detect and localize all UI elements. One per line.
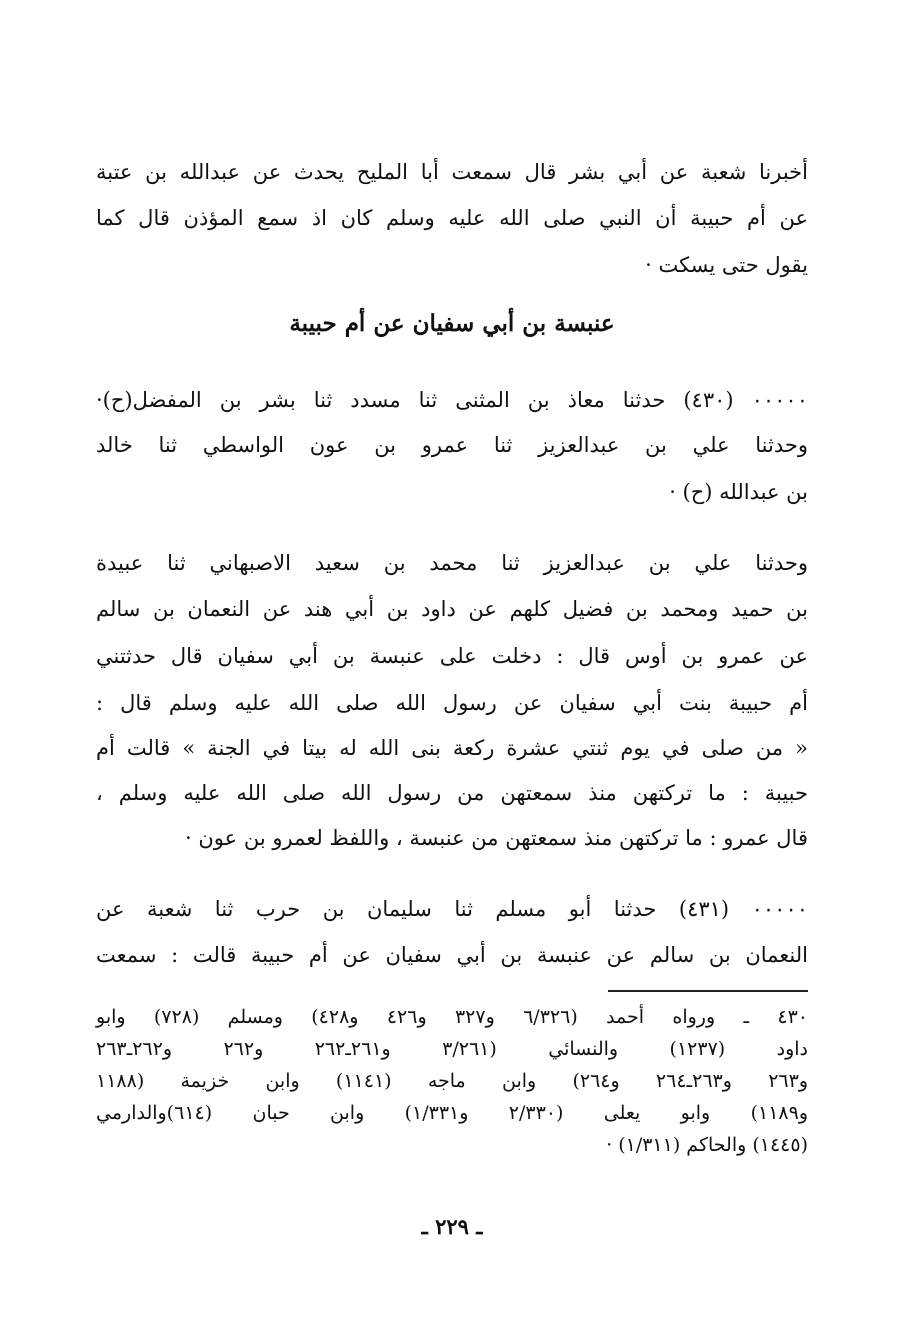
text-line: « من صلى في يوم ثنتي عشرة ركعة بنى الله له بيتا في الجنة » قالت أم <box>96 736 808 760</box>
section-heading: عنبسة بن أبي سفيان عن أم حبيبة <box>289 310 615 337</box>
footnote-line: و٢٦٣ و٢٦٣ـ٢٦٤ و٢٦٤) وابن ماجه (١١٤١) وابن خزيمة (١١٨٨ <box>96 1070 808 1092</box>
text-line: وحدثنا علي بن عبدالعزيز ثنا محمد بن سعيد الاصبهاني ثنا عبيدة <box>96 551 808 575</box>
text-line: النعمان بن سالم عن عنبسة بن أبي سفيان عن أم حبيبة قالت : سمعت <box>96 943 808 967</box>
text-line: أخبرنا شعبة عن أبي بشر قال سمعت أبا المليح يحدث عن عبدالله بن عتبة <box>96 160 808 184</box>
footnote-line: داود (١٢٣٧) والنسائي (٣/٢٦١ و٢٦١ـ٢٦٢ و٢٦٢ و٢٦٢ـ٢٦٣ <box>96 1038 809 1060</box>
text-line: يقول حتى يسكت · <box>645 253 808 277</box>
text-line: أم حبيبة بنت أبي سفيان عن رسول الله صلى الله عليه وسلم قال : <box>96 691 808 715</box>
text-line: قال عمرو : ما تركتهن منذ سمعتهن من عنبسة ، واللفظ لعمرو بن عون · <box>185 826 808 850</box>
text-line: عن عمرو بن أوس قال : دخلت على عنبسة بن أبي سفيان قال حدثتني <box>96 644 808 668</box>
text-line: حبيبة : ما تركتهن منذ سمعتهن من رسول الله صلى الله عليه وسلم ، <box>96 781 808 805</box>
text-line: ٠٠٠٠٠ (٤٣١) حدثنا أبو مسلم ثنا سليمان بن حرب ثنا شعبة عن <box>96 897 809 921</box>
text-line: بن عبدالله (ح) · <box>669 480 808 504</box>
page-number: ـ ٢٢٩ ـ <box>421 1214 483 1239</box>
text-line: ٠٠٠٠٠ (٤٣٠) حدثنا معاذ بن المثنى ثنا مسدد ثنا بشر بن المفضل(ح)· <box>96 388 808 412</box>
footnote-divider <box>608 990 808 992</box>
text-line: بن حميد ومحمد بن فضيل كلهم عن داود بن أبي هند عن النعمان بن سالم <box>96 597 808 621</box>
text-line: عن أم حبيبة أن النبي صلى الله عليه وسلم كان اذ سمع المؤذن قال كما <box>96 206 808 230</box>
footnote-line: (١٤٤٥) والحاكم (١/٣١١) · <box>606 1134 808 1156</box>
text-line: وحدثنا علي بن عبدالعزيز ثنا عمرو بن عون الواسطي ثنا خالد <box>96 433 808 457</box>
footnote-line: ٤٣٠ ـ ورواه أحمد (٦/٣٢٦ و٣٢٧ و٤٢٦ و٤٢٨) ومسلم (٧٢٨) وابو <box>96 1006 808 1028</box>
footnote-line: و١١٨٩) وابو يعلى (٢/٣٣٠ و١/٣٣١) وابن حبان (٦١٤)والدارمي <box>96 1102 808 1124</box>
